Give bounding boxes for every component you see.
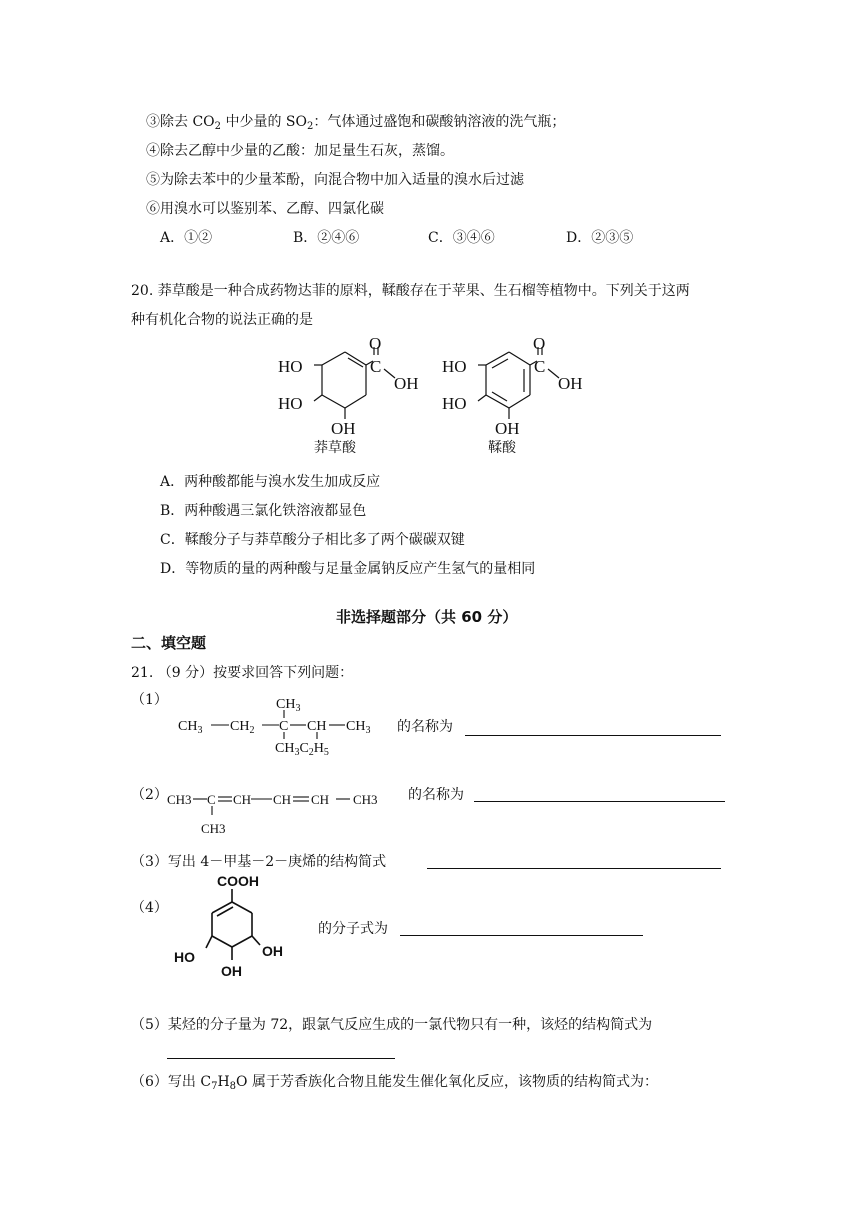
q19-item-5: ⑤为除去苯中的少量苯酚，向混合物中加入适量的溴水后过滤 [146,172,524,188]
q21-p2-ask: 的名称为 [408,787,464,803]
q21-p4-answer-blank[interactable] [400,935,643,936]
q21-p1-ask: 的名称为 [397,719,453,735]
p1-ch3-top: $CH_3$ [276,697,301,714]
mol1-oh-bottom: OH [331,419,356,438]
p1-ch: CH [307,719,327,734]
p1-ch3-left: $CH_3$ [178,719,203,736]
q20-option-a[interactable]: A．两种酸都能与溴水发生加成反应 [160,474,381,490]
q21-p4-structure [168,872,298,990]
p2-ch3-left: CH3 [167,792,192,807]
p2-ch-2: CH [273,792,292,807]
p1-ch3-right: $CH_3$ [346,719,371,736]
q19-item-3: ③除去 $CO_2$ 中少量的 $SO_2$：气体通过盛饱和碳酸钠溶液的洗气瓶； [146,114,566,132]
q21-p2-answer-blank[interactable] [474,801,725,802]
p4-oh-right: OH [262,943,283,959]
mol2-ho-bottom: HO [442,394,467,413]
part-two-heading: 二、填空题 [131,634,207,652]
q19-item-4: ④除去乙醇中少量的乙酸：加足量生石灰，蒸馏。 [146,143,454,159]
mol1-ho-bottom: HO [278,394,303,413]
q19-option-b[interactable]: B．②④⑥ [293,230,360,246]
q21-p4-number: （4） [131,900,168,916]
p4-oh-bottom: OH [221,963,242,979]
mol1-oh-acid: OH [394,374,419,393]
p1-bottom-substituents: $CH_3C_2H_5$ [275,741,329,756]
p2-ch3-right: CH3 [353,792,378,807]
q19-option-d[interactable]: D．②③⑤ [566,230,634,246]
section-title: 非选择题部分（共 60 分） [336,608,518,626]
q19-option-c[interactable]: C．③④⑥ [428,230,495,246]
q21-p3-answer-blank[interactable] [427,868,721,869]
mol1-label: 莽草酸 [314,440,356,456]
q21-p5-text: （5）某烃的分子量为 72，跟氯气反应生成的一氯代物只有一种，该烃的结构简式为 [131,1017,653,1033]
q21-p3-text: （3）写出 4－甲基－2－庚烯的结构简式 [131,854,387,870]
q19-option-a[interactable]: A．①② [160,230,213,246]
q21-p1-number: （1） [131,692,168,708]
mol2-carbonyl-o: O [533,335,546,353]
mol1-ho-top: HO [278,357,303,376]
q21-p2-structure [166,786,396,838]
q20-stem-line2: 种有机化合物的说法正确的是 [131,312,313,328]
q21-p6-text: （6）写出 $C_7H_8O$ 属于芳香族化合物且能发生催化氧化反应，该物质的结构简式为： [131,1074,658,1092]
q19-item-6: ⑥用溴水可以鉴别苯、乙醇、四氯化碳 [146,201,384,217]
mol2-oh-acid: OH [558,374,583,393]
q21-p4-ask: 的分子式为 [318,921,388,937]
mol2-ho-top: HO [442,357,467,376]
q21-p2-number: （2） [131,787,168,803]
mol1-carbonyl-o: O [369,335,382,353]
q20-option-d[interactable]: D．等物质的量的两种酸与足量金属钠反应产生氢气的量相同 [160,561,536,577]
p2-ch3-bottom: CH3 [201,821,226,836]
q20-stem-line1: 20. 莽草酸是一种合成药物达菲的原料，鞣酸存在于苹果、生石榴等植物中。下列关于这两 [131,283,690,299]
mol2-carboxyl-c: C [534,357,546,376]
mol1-carboxyl-c: C [370,357,382,376]
mol2-label: 鞣酸 [488,440,516,456]
q20-molecule-figure [270,335,610,460]
q21-p5-answer-blank[interactable] [167,1058,395,1059]
mol2-oh-bottom: OH [495,419,520,438]
p1-ch2: $CH_2$ [230,719,255,736]
q21-p1-answer-blank[interactable] [465,735,721,736]
p2-ch-3: CH [311,792,330,807]
p4-ho-left: HO [174,949,195,965]
p4-cooh: COOH [217,873,259,889]
q20-option-c[interactable]: C．鞣酸分子与莽草酸分子相比多了两个碳碳双键 [160,532,465,548]
p1-quaternary-c: C [279,719,289,734]
q21-stem: 21. （9 分）按要求回答下列问题： [131,665,354,681]
p2-ch-1: CH [233,792,252,807]
q21-p1-structure [176,694,396,756]
p2-c: C [207,792,216,807]
q20-option-b[interactable]: B．两种酸遇三氯化铁溶液都显色 [160,503,367,519]
